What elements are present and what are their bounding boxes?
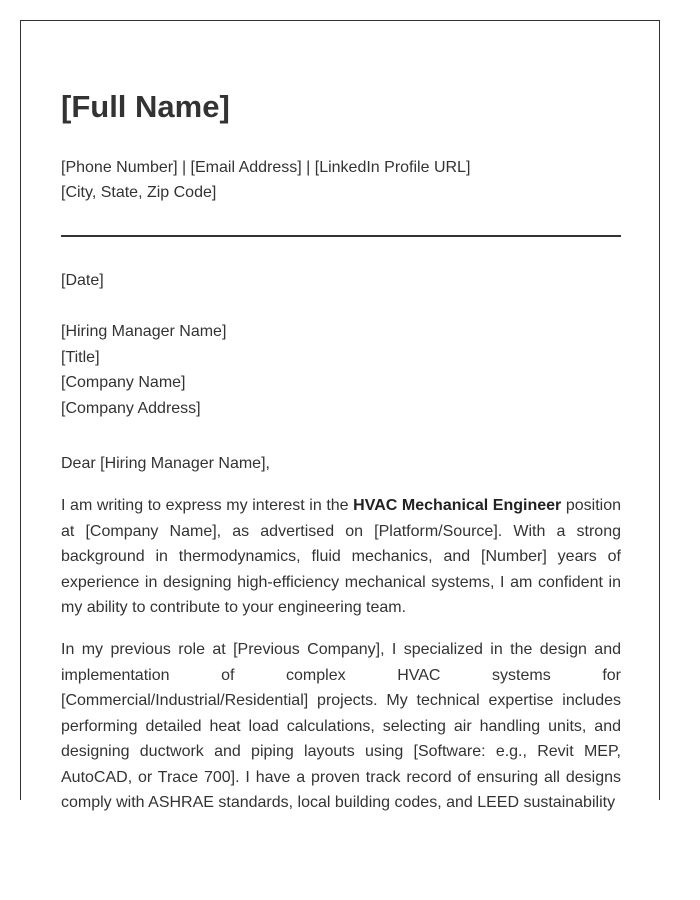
recipient-hiring-manager: [Hiring Manager Name] — [61, 323, 227, 340]
recipient-title: [Title] — [61, 348, 100, 366]
letter-body — [61, 493, 621, 832]
header-divider — [61, 235, 621, 237]
paragraph-intro-after: position at [Company Name], as advertised on [Platform/Source]. With a strong background in thermodynamics, fluid mechanics, and [Number] years of experience in designing high-efficiency mechanical systems, I am confident in my ability to contribute to your engineering team. — [61, 497, 621, 616]
paragraph-experience: In my previous role at [Previous Company], I specialized in the design and implementation of complex HVAC systems for [Commercial/Industrial/Residential] projects. My technical expertise includes performing detailed heat load calculations, selecting air handling units, and designing ductwork and piping layouts using [Software: e.g., Revit MEP, AutoCAD, or Trace 700]. I have a proven track record of ensuring all designs comply with ASHRAE standards, local building codes, and LEED sustainability — [61, 641, 621, 811]
job-title-highlight: HVAC Mechanical Engineer — [353, 497, 562, 514]
recipient-company-address: [Company Address] — [61, 399, 201, 417]
contact-line-location: [City, State, Zip Code] — [61, 184, 217, 201]
contact-block — [61, 155, 470, 205]
letter-page — [20, 20, 660, 811]
full-name-heading: [Full Name] — [61, 89, 230, 124]
paragraph-intro-before: I am writing to express my interest in the — [61, 497, 354, 514]
contact-line-phone-email-linkedin: [Phone Number] | [Email Address] | [LinkedIn Profile URL] — [61, 159, 471, 176]
recipient-company-name: [Company Name] — [61, 374, 186, 391]
letter-date: [Date] — [61, 272, 104, 289]
paragraph-intro — [61, 493, 621, 621]
salutation: Dear [Hiring Manager Name], — [61, 455, 270, 472]
recipient-block — [61, 319, 226, 421]
